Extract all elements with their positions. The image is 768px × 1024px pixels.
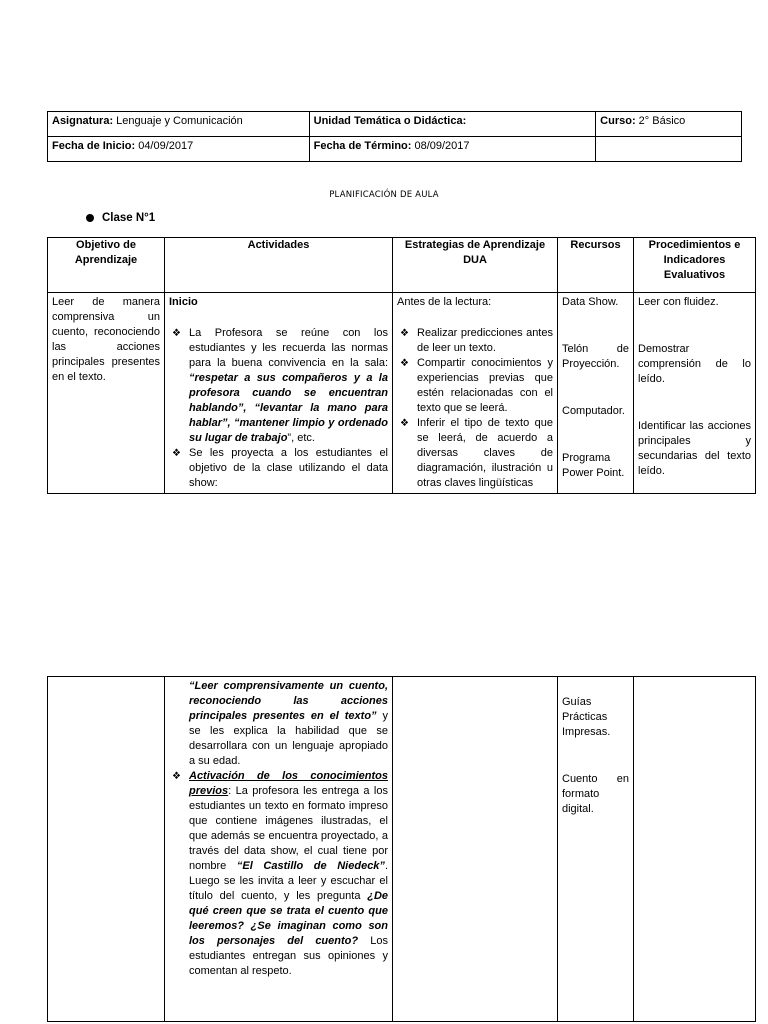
planning-table: [47, 237, 756, 494]
spacer: [562, 419, 629, 451]
spacer: [562, 310, 629, 342]
fecha-inicio-cell: [48, 137, 310, 162]
recurso-item: Programa Power Point.: [562, 452, 625, 479]
asignatura-value: Lenguaje y Comunicación: [113, 115, 243, 127]
actividad-text-end: y se les explica la habilidad que se desarrollara con un lenguaje apropiado a su edad.: [189, 710, 388, 767]
page-title: PLANIFICACIÓN DE AULA: [329, 190, 439, 200]
spacer: [562, 740, 629, 772]
estrategias-cell: [393, 293, 558, 494]
spacer: [562, 372, 629, 404]
col-objetivo-header: Objetivo de Aprendizaje: [48, 238, 165, 293]
actividades-cell: [165, 293, 393, 494]
actividad-item: [169, 769, 388, 979]
curso-cell: [596, 112, 742, 137]
antes-label: Antes de la lectura:: [397, 296, 492, 308]
spacer: [562, 679, 629, 695]
indicador-item: Demostrar comprensión de lo leído.: [638, 343, 751, 385]
fecha-termino-label: Fecha de Término:: [313, 140, 412, 152]
recurso-item: Data Show.: [562, 296, 619, 308]
actividades-cell-continued: [165, 677, 393, 1022]
normas-text: “respetar a sus compañeros y a la profesora cuando se encuentran hablando”, “levantar la mano para hablar”, “mantener limpio y ordenado su lugar de trabajo: [189, 372, 388, 444]
actividades-content: [169, 295, 388, 491]
activacion-text-b: . Luego se les invita a leer y escuchar el título del cuento, y les pregunta: [189, 860, 388, 902]
empty-cell: [596, 137, 742, 162]
actividades-continued-content: [169, 679, 388, 1019]
indicador-item: Leer con fluidez.: [638, 296, 719, 308]
evaluacion-content: [638, 295, 751, 491]
asignatura-label: Asignatura:: [52, 115, 114, 127]
planning-table-continued: [47, 676, 756, 1022]
fecha-termino-value: 08/09/2017: [411, 140, 470, 152]
estrategia-item: ❖ Compartir conocimientos y experiencias previas que estén relacionadas con el texto que se leerá.: [397, 356, 553, 416]
header-table: [47, 111, 742, 162]
unidad-label: Unidad Temática o Didáctica:: [313, 115, 467, 127]
clase-label: Clase N°1: [102, 212, 156, 224]
evaluacion-cell: [634, 293, 756, 494]
recurso-item: Cuento en formato digital.: [562, 773, 629, 815]
recursos-cell-continued: [558, 677, 634, 1022]
inicio-label: Inicio: [169, 296, 198, 308]
fecha-termino-cell: [309, 137, 596, 162]
estrategias-content: [397, 295, 553, 491]
bullet-icon: [86, 214, 94, 222]
clase-heading: [86, 211, 155, 226]
objetivo-clase-text: “Leer comprensivamente un cuento, reconociendo las acciones principales presentes en el texto”: [189, 680, 388, 722]
actividad-item: [169, 446, 388, 491]
spacer: [638, 387, 751, 419]
recurso-item: Computador.: [562, 405, 625, 417]
estrategia-item: ❖ Inferir el tipo de texto que se leerá, de acuerdo a diversas claves de diagramación, ilustración u otras claves lingüísticas: [397, 416, 553, 491]
activacion-text-end: Los estudiantes entregan sus opiniones y comentan al respeto.: [189, 935, 388, 977]
col-recursos-header: Recursos: [558, 238, 634, 293]
curso-value: 2° Básico: [635, 115, 686, 127]
asignatura-cell: [48, 112, 310, 137]
actividad-text-end: ”, etc.: [287, 432, 315, 444]
activacion-title: Activación de los conocimientos previos: [189, 770, 388, 797]
actividad-text: Se les proyecta a los estudiantes el objetivo de la clase utilizando el data show:: [189, 447, 388, 489]
preguntas-text: ¿De qué creen que se trata el cuento que leeremos? ¿Se imaginan como son los personajes del cuento?: [189, 890, 388, 947]
cuento-name: “El Castillo de Niedeck”: [236, 860, 385, 872]
estrategias-list: [397, 326, 553, 491]
recurso-item: Telón de Proyección.: [562, 343, 629, 370]
objetivo-text: Leer de manera comprensiva un cuento, reconociendo las acciones principales presentes en el texto.: [52, 296, 160, 383]
unidad-cell: [309, 112, 596, 137]
spacer: [169, 310, 388, 326]
col-estrategias-header: Estrategias de Aprendizaje DUA: [393, 238, 558, 293]
spacer: [638, 310, 751, 342]
col-actividades-header: Actividades: [165, 238, 393, 293]
fecha-inicio-value: 04/09/2017: [135, 140, 194, 152]
estrategias-cell-continued: [393, 677, 558, 1022]
objetivo-cell-continued: [48, 677, 165, 1022]
actividades-list-continued: [169, 679, 388, 979]
fecha-inicio-label: Fecha de Inicio:: [52, 140, 136, 152]
recurso-item: Guías Prácticas Impresas.: [562, 696, 611, 738]
recursos-content: [562, 295, 629, 491]
spacer: [397, 310, 553, 326]
recursos-cell: [558, 293, 634, 494]
actividad-continued: [169, 679, 388, 769]
actividad-text: La Profesora se reúne con los estudiantes y les recuerda las normas para la buena convivencia en la sala:: [189, 327, 388, 369]
col-evaluacion-header: Procedimientos e Indicadores Evaluativos: [634, 238, 756, 293]
indicador-item: Identificar las acciones principales y secundarias del texto leído.: [638, 420, 751, 477]
actividades-list: [169, 326, 388, 491]
recursos-continued-content: [562, 679, 629, 1019]
objetivo-cell: [48, 293, 165, 494]
actividad-item: [169, 326, 388, 446]
activacion-text: : La profesora les entrega a los estudiantes un texto en formato impreso que contiene imágenes ilustradas, el que además se encuentra proyectado, a través del data show, el cual tiene por nombre: [189, 785, 388, 872]
estrategia-item: ❖ Realizar predicciones antes de leer un texto.: [397, 326, 553, 356]
evaluacion-cell-continued: [634, 677, 756, 1022]
curso-label: Curso:: [600, 115, 636, 127]
